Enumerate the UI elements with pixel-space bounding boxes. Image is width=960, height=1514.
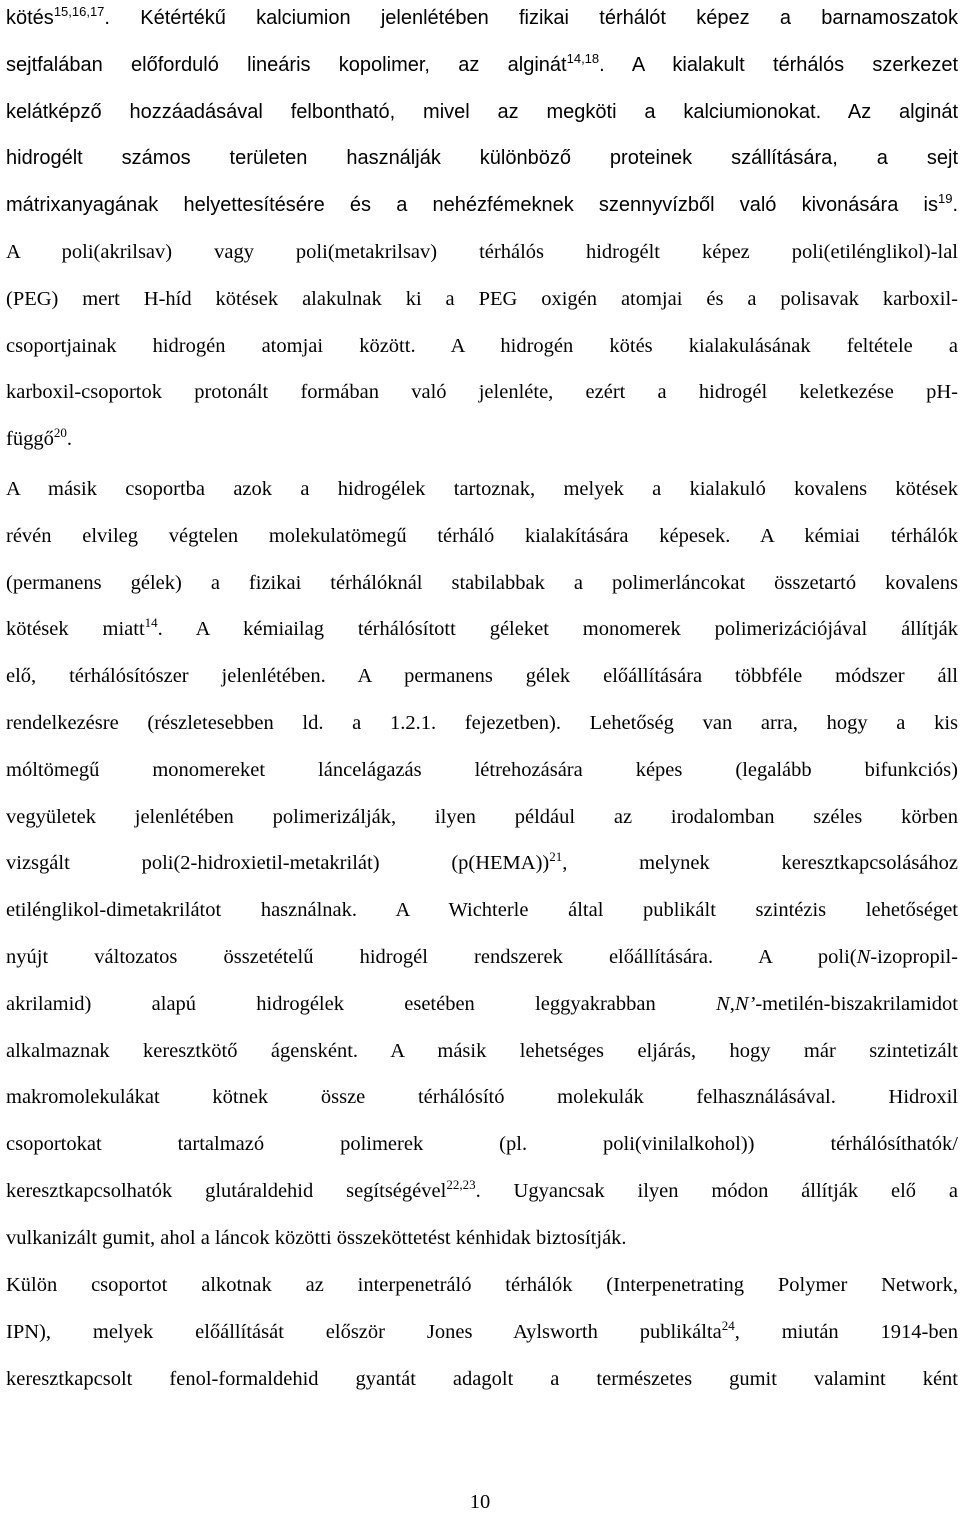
text-line bbox=[6, 424, 958, 454]
text-line bbox=[6, 1364, 958, 1394]
text-run: függő bbox=[6, 428, 54, 451]
text-line bbox=[6, 50, 958, 80]
text-run: rendelkezésre (részletesebben ld. a 1.2.1. fejezetben). Lehetőség van arra, hogy a kis bbox=[6, 712, 958, 734]
text-run: . bbox=[66, 428, 72, 451]
text-line bbox=[6, 377, 958, 407]
text-line bbox=[6, 942, 958, 972]
text-line bbox=[6, 1223, 958, 1253]
text-run: -izopropil- bbox=[870, 946, 958, 968]
citation-superscript: 21 bbox=[549, 849, 563, 865]
text-run: akrilamid) alapú hidrogélek esetében leggyakrabban bbox=[6, 992, 717, 1015]
text-run: , bbox=[729, 992, 735, 1015]
text-run: csoportokat tartalmazó polimerek (pl. poli(vinilalkohol)) térhálósíthatók/ bbox=[6, 1133, 958, 1156]
text-run: makromolekulákat kötnek össze térhálósító molekulák felhasználásával. Hidroxil bbox=[6, 1086, 958, 1109]
text-run: Külön csoportot alkotnak az interpenetráló térhálók (Interpenetrating Polymer Network, bbox=[6, 1274, 958, 1296]
citation-superscript: 22,23 bbox=[446, 1177, 476, 1192]
text-run: A poli(akrilsav) vagy poli(metakrilsav) térhálós hidrogélt képez poli(etilénglikol)-lal bbox=[6, 241, 958, 263]
text-line bbox=[6, 1036, 958, 1066]
text-run: kötések miatt bbox=[6, 618, 145, 641]
text-run: , miután 1914-ben bbox=[734, 1320, 958, 1343]
text-line bbox=[6, 802, 958, 832]
text-run: . Kétértékű kalciumion jelenlétében fizikai térhálót képez a barnamoszatok bbox=[104, 7, 958, 29]
citation-superscript: 19 bbox=[937, 191, 953, 207]
text-line bbox=[6, 848, 958, 878]
text-run: kötés bbox=[6, 7, 54, 29]
text-line bbox=[6, 614, 958, 644]
text-run: (PEG) mert H-híd kötések alakulnak ki a PEG oxigén atomjai és a polisavak karboxil- bbox=[6, 287, 958, 310]
text-line bbox=[6, 895, 958, 925]
text-line bbox=[6, 331, 958, 361]
text-run: keresztkapcsolhatók glutáraldehid segítségével bbox=[6, 1180, 447, 1202]
text-run: sejtfalában előforduló lineáris kopolimer, az alginát bbox=[6, 53, 567, 76]
text-line bbox=[6, 1129, 958, 1159]
text-run: vulkanizált gumit, ahol a láncok közötti összeköttetést kénhidak biztosítják. bbox=[6, 1226, 627, 1249]
text-run: alkalmaznak keresztkötő ágensként. A másik lehetséges eljárás, hogy már szintetizált bbox=[6, 1039, 958, 1062]
text-line bbox=[6, 755, 958, 785]
text-run: . bbox=[952, 194, 958, 217]
text-run: (permanens gélek) a fizikai térhálóknál stabilabbak a polimerláncokat összetartó kovalens bbox=[6, 571, 958, 594]
text-run: keresztkapcsolt fenol-formaldehid gyantát adagolt a természetes gumit valamint ként bbox=[6, 1367, 958, 1390]
text-line bbox=[6, 521, 958, 551]
italic-symbol: N bbox=[856, 946, 871, 968]
page-number: 10 bbox=[469, 1491, 491, 1513]
text-line bbox=[6, 97, 958, 127]
text-line bbox=[6, 3, 958, 33]
text-run: A másik csoportba azok a hidrogélek tartoznak, melyek a kialakuló kovalens kötések bbox=[6, 478, 958, 500]
text-run: móltömegű monomereket láncelágazás létrehozására képes (legalább bifunkciós) bbox=[6, 758, 958, 781]
text-run: . A kémiailag térhálósított géleket monomerek polimerizációjával állítják bbox=[157, 618, 958, 641]
text-run: elő, térhálósítószer jelenlétében. A permanens gélek előállítására többféle módszer áll bbox=[6, 665, 958, 688]
text-line bbox=[6, 708, 958, 738]
text-line bbox=[6, 474, 958, 504]
text-run: IPN), melyek előállítását először Jones Aylsworth publikálta bbox=[6, 1320, 722, 1343]
text-run: vegyületek jelenlétében polimerizálják, ilyen például az irodalomban széles körben bbox=[6, 805, 958, 828]
text-line bbox=[6, 661, 958, 691]
text-run: . Ugyancsak ilyen módon állítják elő a bbox=[475, 1180, 958, 1202]
text-line bbox=[6, 284, 958, 314]
text-line bbox=[6, 1317, 958, 1347]
text-run: nyújt változatos összetételű hidrogél rendszerek előállítására. A poli( bbox=[6, 946, 857, 968]
text-line bbox=[6, 1270, 958, 1300]
text-line bbox=[6, 989, 958, 1019]
italic-symbol: N bbox=[716, 992, 730, 1015]
text-run: . A kialakult térhálós szerkezet bbox=[599, 53, 958, 76]
text-run: hidrogélt számos területen használják különböző proteinek szállítására, a sejt bbox=[6, 147, 958, 170]
text-run: mátrixanyagának helyettesítésére és a nehézfémeknek szennyvízből való kivonására is bbox=[6, 194, 938, 217]
text-run: csoportjainak hidrogén atomjai között. A hidrogén kötés kialakulásának feltétele a bbox=[6, 334, 958, 357]
citation-superscript: 14,18 bbox=[566, 50, 600, 66]
text-run: karboxil-csoportok protonált formában való jelenléte, ezért a hidrogél keletkezése pH- bbox=[6, 381, 958, 404]
text-line bbox=[6, 190, 958, 220]
text-line bbox=[6, 237, 958, 267]
italic-symbol: N’ bbox=[734, 992, 756, 1015]
text-run: vizsgált poli(2-hidroxietil-metakrilát) (p(HEMA)) bbox=[6, 852, 550, 875]
text-run: etilénglikol-dimetakrilátot használnak. A Wichterle által publikált szintézis lehetőséget bbox=[6, 899, 958, 922]
citation-superscript: 24 bbox=[721, 1317, 735, 1333]
text-line bbox=[6, 568, 958, 598]
text-run: -metilén-biszakrilamidot bbox=[755, 992, 958, 1015]
text-run: révén elvileg végtelen molekulatömegű térháló kialakítására képesek. A kémiai térhálók bbox=[6, 524, 958, 547]
text-line bbox=[6, 1176, 958, 1206]
text-run: kelátképző hozzáadásával felbontható, mivel az megköti a kalciumionokat. Az alginát bbox=[6, 100, 958, 123]
text-line bbox=[6, 143, 958, 173]
citation-superscript: 14 bbox=[144, 615, 158, 631]
citation-superscript: 15,16,17 bbox=[53, 4, 105, 19]
citation-superscript: 20 bbox=[53, 425, 67, 441]
text-run: , melynek keresztkapcsolásához bbox=[562, 852, 958, 875]
text-line bbox=[6, 1082, 958, 1112]
